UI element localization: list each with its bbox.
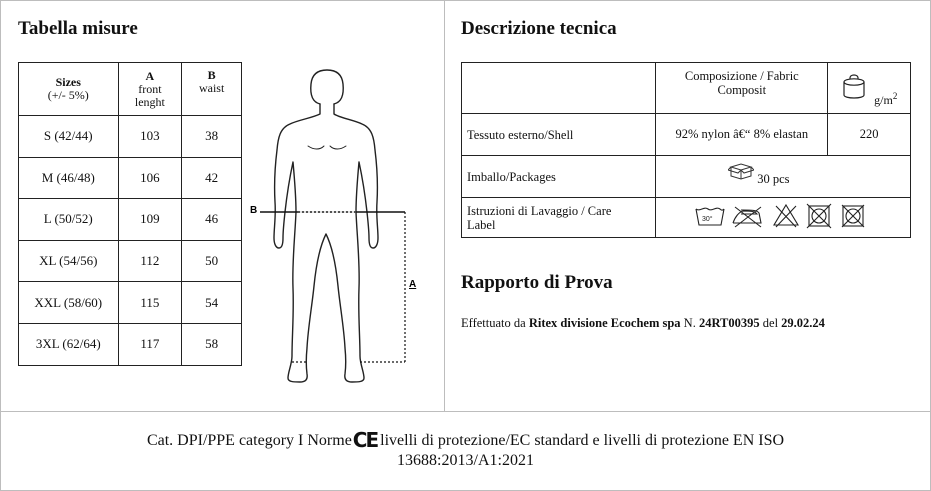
a-header-line1: front (138, 81, 162, 96)
a-cell: 109 (118, 199, 182, 241)
table-row (19, 199, 242, 241)
report-prefix: Effettuato da (461, 316, 526, 330)
care-label (462, 198, 656, 238)
care-label-line1: Istruzioni di Lavaggio / Care (467, 203, 612, 218)
report-company: Ritex divisione Ecochem spa (528, 316, 681, 330)
shell-composition: 92% nylon â€“ 8% elastan (656, 114, 828, 156)
table-row (462, 156, 911, 198)
table-row (462, 114, 911, 156)
ce-mark-icon: CE (352, 428, 378, 452)
report-del-label: del (762, 316, 779, 330)
a-cell: 103 (118, 116, 182, 158)
table-row (19, 323, 242, 365)
b-cell: 50 (182, 240, 242, 282)
empty-header-cell (462, 63, 656, 114)
no-dry-clean-icon (842, 205, 864, 227)
a-cell: 106 (118, 157, 182, 199)
no-iron-icon (733, 207, 761, 227)
footer-line2: 13688:2013/A1:2021 (397, 452, 534, 469)
no-bleach-icon (774, 205, 798, 227)
a-header-letter: A (145, 68, 155, 83)
package-box-icon (728, 161, 754, 181)
composition-header (656, 63, 828, 114)
packages-cell (656, 156, 911, 198)
figure-body-outline (274, 104, 378, 382)
a-cell: 115 (118, 282, 182, 324)
b-header-letter: B (207, 68, 216, 82)
composition-header-line2: Composit (717, 83, 767, 97)
footer-certification (0, 430, 931, 471)
b-header (182, 63, 242, 116)
weight-header (828, 63, 911, 114)
technical-table (461, 62, 911, 238)
b-cell: 54 (182, 282, 242, 324)
packages-label: Imballo/Packages (462, 156, 656, 198)
sizes-header (19, 63, 119, 116)
footer-line1 (0, 430, 931, 451)
footer-part2: livelli di protezione/EC standard e livelli di protezione EN ISO (380, 432, 785, 449)
footer-part1: Cat. DPI/PPE category I Norme (146, 432, 352, 449)
wash-30-icon (696, 208, 724, 225)
b-cell: 46 (182, 199, 242, 241)
b-header-line1: waist (198, 81, 225, 95)
report-number: 24RT00395 (698, 316, 760, 330)
weight-unit-exp: 2 (892, 91, 898, 101)
a-cell: 112 (118, 240, 182, 282)
size-cell: XL (54/56) (19, 240, 119, 282)
b-cell: 38 (182, 116, 242, 158)
technical-title: Descrizione tecnica (461, 18, 617, 39)
size-table (18, 62, 242, 366)
table-row (462, 198, 911, 238)
size-cell: XXL (58/60) (19, 282, 119, 324)
table-row (19, 116, 242, 158)
body-measurement-figure (250, 66, 430, 390)
sizes-header-label: Sizes (55, 75, 81, 89)
figure-label-b: B (250, 205, 258, 216)
table-row (19, 282, 242, 324)
vertical-divider (444, 0, 445, 412)
weight-unit (874, 91, 897, 108)
figure-head (311, 70, 343, 104)
weight-unit-text: g/m (874, 93, 893, 107)
care-icons (695, 203, 871, 229)
shell-weight: 220 (828, 114, 911, 156)
report-title: Rapporto di Prova (461, 272, 613, 293)
report-date: 29.02.24 (781, 316, 825, 330)
b-cell: 42 (182, 157, 242, 199)
a-header-line2: lenght (134, 94, 165, 109)
weight-icon (840, 71, 868, 101)
size-table-title: Tabella misure (18, 18, 138, 39)
size-cell: S (42/44) (19, 116, 119, 158)
composition-header-line1: Composizione / Fabric (684, 69, 799, 83)
table-row (19, 157, 242, 199)
table-row (462, 63, 911, 114)
size-cell: L (50/52) (19, 199, 119, 241)
horizontal-divider (0, 411, 931, 412)
a-header (118, 63, 182, 116)
tolerance-label: (+/- 5%) (47, 88, 89, 102)
wash-temp: 30° (702, 215, 713, 223)
report-n-label: N. (683, 316, 696, 330)
care-label-line2: Label (467, 217, 496, 232)
care-icons-cell (656, 198, 911, 238)
figure-label-a: A (409, 279, 417, 290)
size-cell: 3XL (62/64) (19, 323, 119, 365)
table-row (19, 240, 242, 282)
no-tumble-dry-icon (807, 204, 831, 228)
b-cell: 58 (182, 323, 242, 365)
a-cell: 117 (118, 323, 182, 365)
packages-value: 30 pcs (757, 171, 790, 186)
shell-label: Tessuto esterno/Shell (462, 114, 656, 156)
size-cell: M (46/48) (19, 157, 119, 199)
report-line (461, 316, 825, 331)
